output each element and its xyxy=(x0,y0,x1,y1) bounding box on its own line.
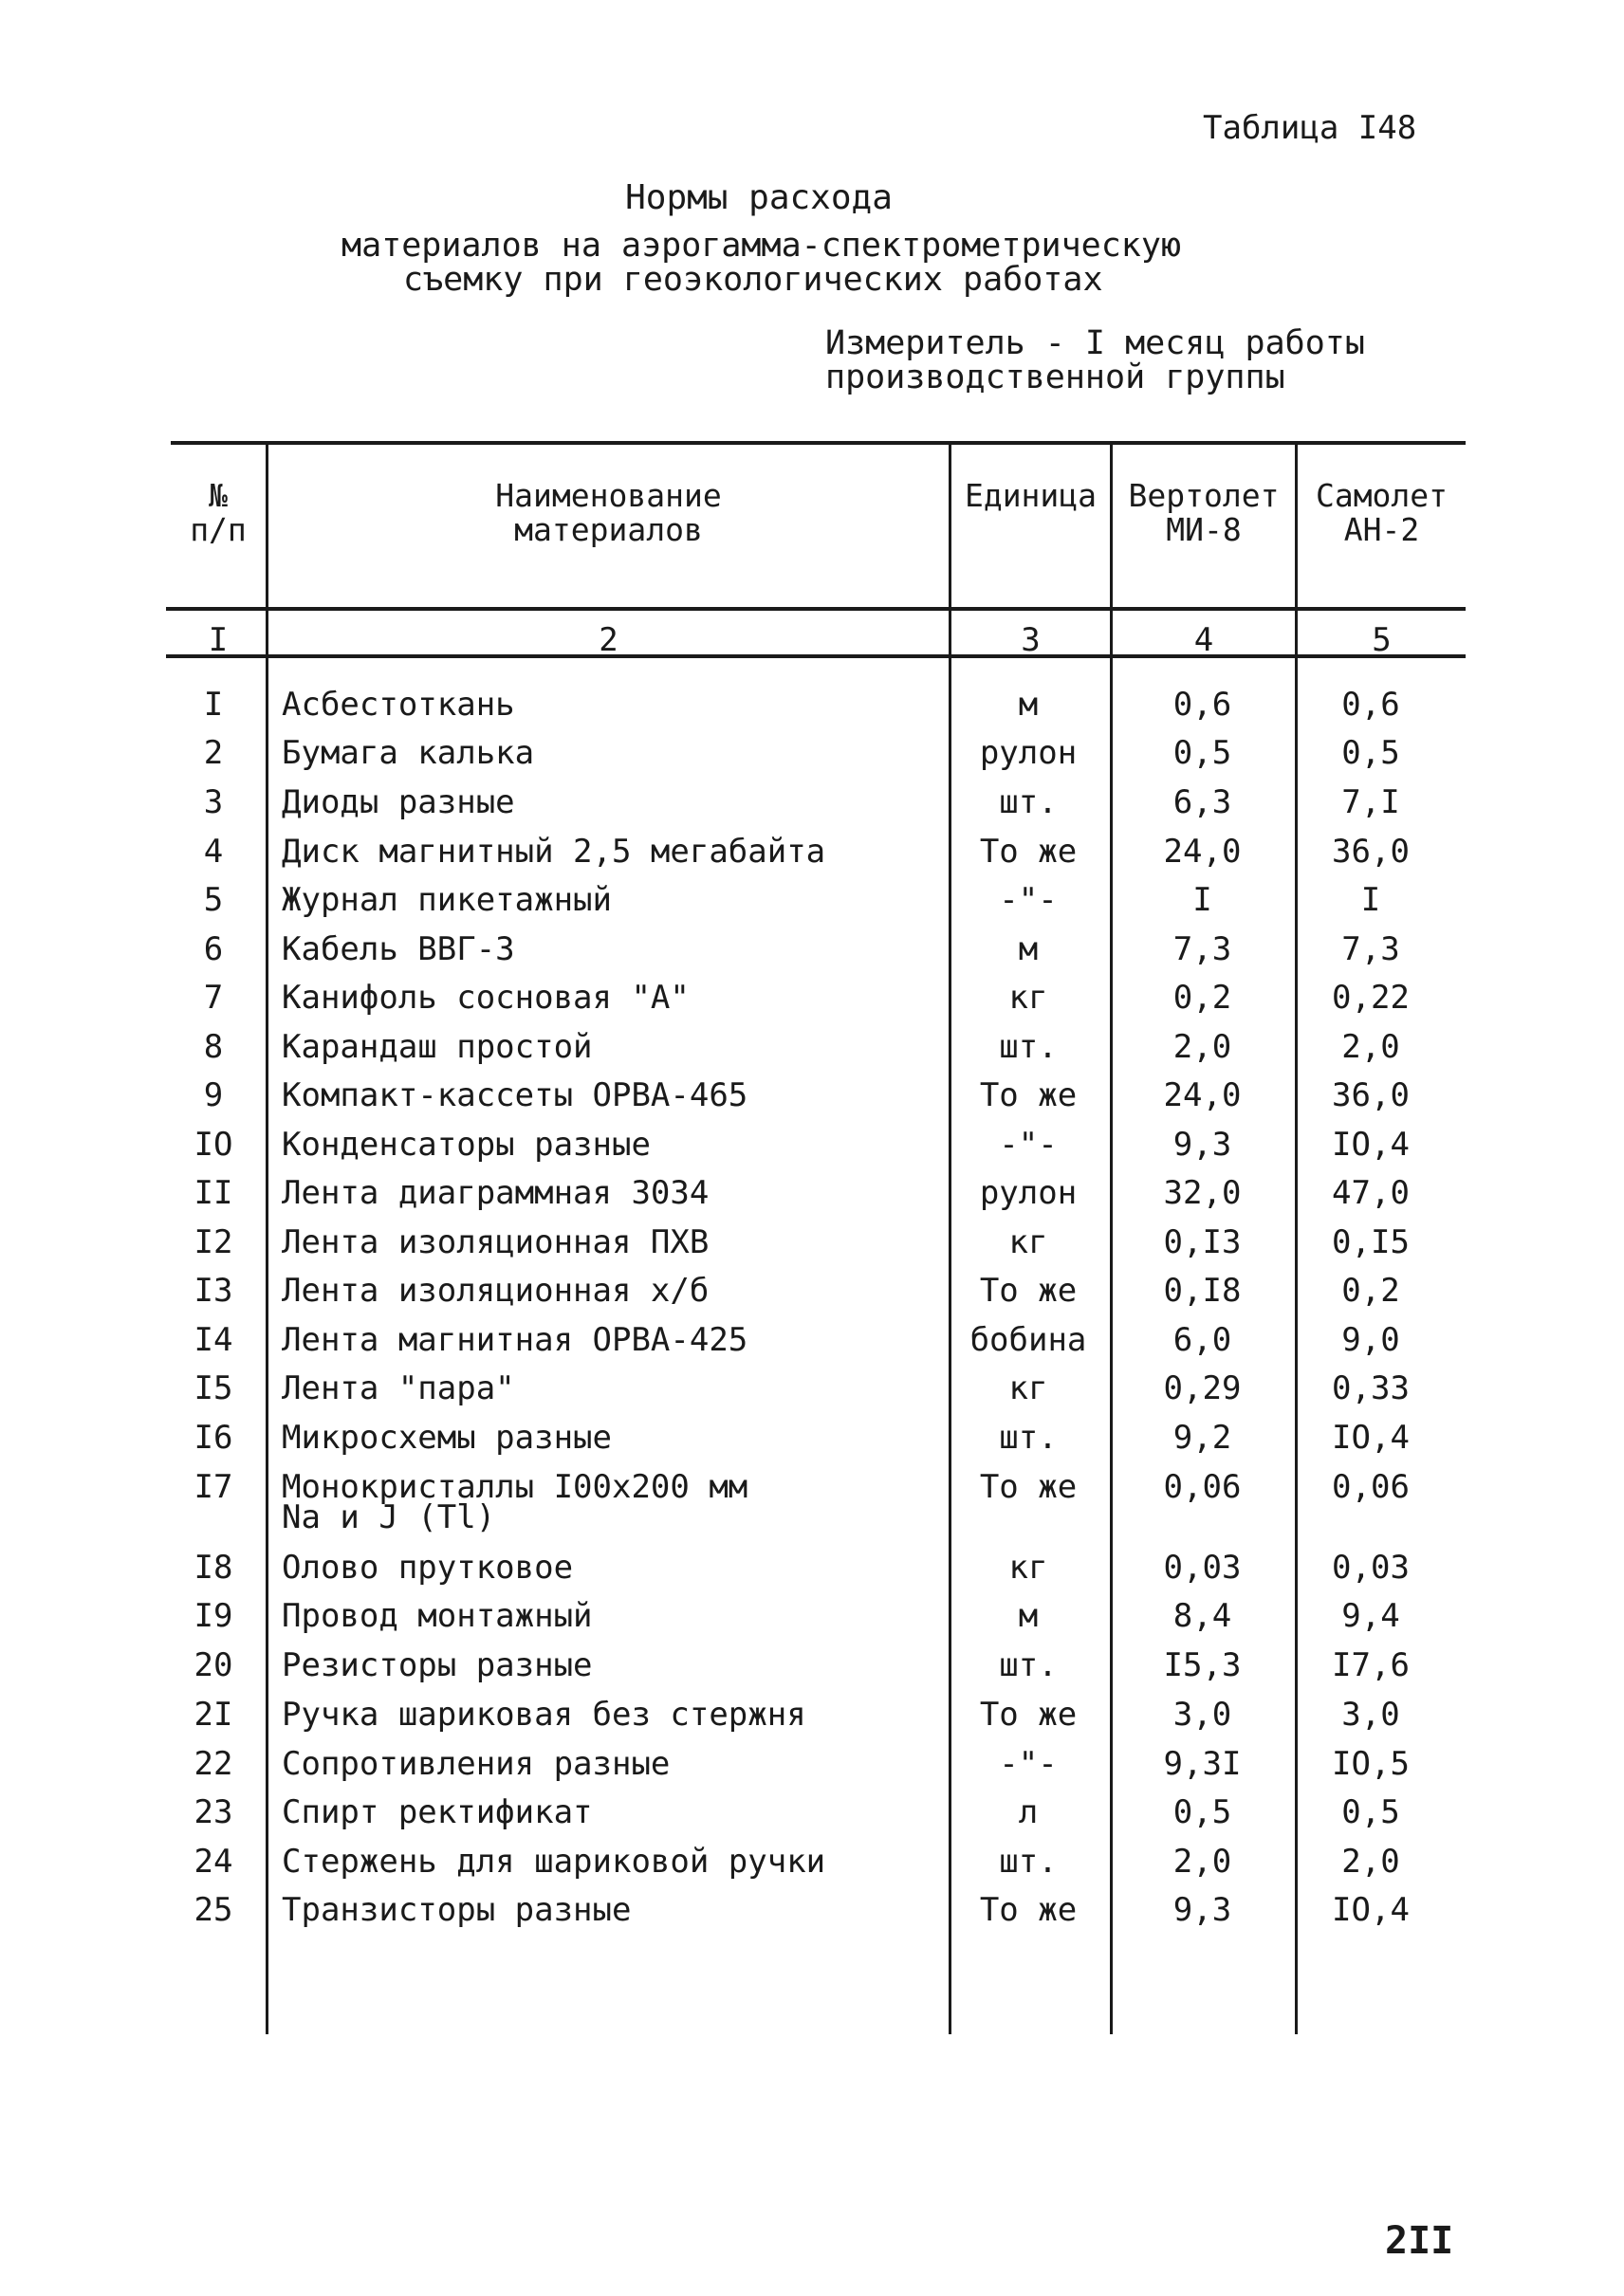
row-number: 22 xyxy=(194,1745,233,1783)
row-number: 3 xyxy=(203,783,224,821)
unit-cell: кг xyxy=(1008,979,1048,1017)
plane-value: 7,3 xyxy=(1341,930,1400,968)
row-number: 7 xyxy=(203,979,224,1017)
helicopter-value: 8,4 xyxy=(1172,1597,1232,1635)
material-name: Резисторы разные xyxy=(282,1646,593,1684)
unit-cell: шт. xyxy=(999,783,1058,821)
row-number: 2I xyxy=(194,1696,233,1734)
helicopter-value: 0,I8 xyxy=(1163,1272,1242,1310)
unit-cell: шт. xyxy=(999,1028,1058,1066)
helicopter-value: 9,2 xyxy=(1172,1419,1232,1457)
row-number: I3 xyxy=(194,1272,233,1310)
plane-value: 0,I5 xyxy=(1332,1223,1410,1261)
material-name: Ручка шариковая без стержня xyxy=(282,1696,806,1734)
plane-value: IO,4 xyxy=(1332,1891,1410,1929)
helicopter-value: 0,6 xyxy=(1172,686,1232,724)
helicopter-value: I5,3 xyxy=(1163,1646,1242,1684)
unit-cell: м xyxy=(1018,930,1039,968)
row-number: 20 xyxy=(194,1646,233,1684)
unit-cell: бобина xyxy=(969,1321,1087,1359)
title-line-1: Нормы расхода xyxy=(625,178,893,217)
material-name: Сопротивления разные xyxy=(282,1745,671,1783)
unit-cell: -"- xyxy=(999,1745,1058,1783)
row-number: II xyxy=(194,1174,233,1212)
plane-value: 0,5 xyxy=(1341,1793,1400,1831)
material-name: Лента изоляционная ПХВ xyxy=(282,1223,710,1261)
material-name: Асбестоткань xyxy=(282,686,515,724)
header-plane-line-1: Самолет xyxy=(1315,477,1449,514)
plane-value: 0,06 xyxy=(1332,1468,1410,1506)
helicopter-value: 0,06 xyxy=(1163,1468,1242,1506)
material-name: Лента диаграммная 3034 xyxy=(282,1174,710,1212)
header-helicopter xyxy=(1113,479,1295,547)
plane-value: 47,0 xyxy=(1332,1174,1410,1212)
header-heli-line-2: МИ-8 xyxy=(1166,511,1242,548)
material-name: Конденсаторы разные xyxy=(282,1126,651,1164)
measure-line-2: производственной группы xyxy=(825,358,1285,396)
unit-cell: То же xyxy=(979,833,1078,871)
plane-value: 0,5 xyxy=(1341,734,1400,772)
row-number: I8 xyxy=(194,1549,233,1587)
plane-value: IO,4 xyxy=(1332,1419,1410,1457)
row-number: I5 xyxy=(194,1369,233,1407)
helicopter-value: 0,5 xyxy=(1172,734,1232,772)
colnum-5: 5 xyxy=(1372,621,1392,659)
material-name-continued: Na и J (Tl) xyxy=(282,1498,496,1536)
helicopter-value: 2,0 xyxy=(1172,1028,1232,1066)
header-plane-line-2: АН-2 xyxy=(1343,511,1420,548)
helicopter-value: 9,3 xyxy=(1172,1891,1232,1929)
header-bottom-rule xyxy=(166,607,1466,611)
plane-value: IO,4 xyxy=(1332,1126,1410,1164)
table-label: Таблица I48 xyxy=(1203,109,1417,147)
unit-cell: То же xyxy=(979,1468,1078,1506)
row-number: 6 xyxy=(203,930,224,968)
plane-value: 9,4 xyxy=(1341,1597,1400,1635)
row-number: 4 xyxy=(203,833,224,871)
unit-cell: рулон xyxy=(979,1174,1078,1212)
material-name: Диоды разные xyxy=(282,783,515,821)
helicopter-value: 7,3 xyxy=(1172,930,1232,968)
helicopter-value: 0,2 xyxy=(1172,979,1232,1017)
unit-cell: м xyxy=(1018,1597,1039,1635)
col-divider-1 xyxy=(266,441,268,2034)
helicopter-value: 0,03 xyxy=(1163,1549,1242,1587)
header-num-line-1: № xyxy=(209,477,228,514)
unit-cell: рулон xyxy=(979,734,1078,772)
helicopter-value: 0,29 xyxy=(1163,1369,1242,1407)
row-number: 23 xyxy=(194,1793,233,1831)
row-number: 24 xyxy=(194,1843,233,1881)
plane-value: 3,0 xyxy=(1341,1696,1400,1734)
material-name: Диск магнитный 2,5 мегабайта xyxy=(282,833,826,871)
page-number: 2II xyxy=(1385,2219,1454,2263)
plane-value: 2,0 xyxy=(1341,1028,1400,1066)
helicopter-value: 6,0 xyxy=(1172,1321,1232,1359)
plane-value: 36,0 xyxy=(1332,1076,1410,1114)
helicopter-value: 9,3 xyxy=(1172,1126,1232,1164)
unit-cell: То же xyxy=(979,1272,1078,1310)
helicopter-value: 0,5 xyxy=(1172,1793,1232,1831)
material-name: Кабель ВВГ-3 xyxy=(282,930,515,968)
material-name: Лента магнитная ОРВА-425 xyxy=(282,1321,748,1359)
row-number: I6 xyxy=(194,1419,233,1457)
colnum-2: 2 xyxy=(599,621,618,659)
row-number: I9 xyxy=(194,1597,233,1635)
measure-line-1: Измеритель - I месяц работы xyxy=(825,324,1365,362)
unit-cell: кг xyxy=(1008,1369,1048,1407)
material-name: Лента изоляционная х/б xyxy=(282,1272,710,1310)
row-number: 9 xyxy=(203,1076,224,1114)
table-top-rule xyxy=(171,441,1466,445)
title-line-2: материалов на аэрогамма-спектрометрическую xyxy=(341,227,1182,265)
row-number: I4 xyxy=(194,1321,233,1359)
helicopter-value: 6,3 xyxy=(1172,783,1232,821)
title-line-3: съемку при геоэкологических работах xyxy=(403,261,1103,299)
helicopter-value: I xyxy=(1192,881,1212,919)
unit-cell: кг xyxy=(1008,1549,1048,1587)
unit-cell: л xyxy=(1018,1793,1039,1831)
plane-value: 0,33 xyxy=(1332,1369,1410,1407)
measure-note xyxy=(825,326,1365,395)
unit-cell: м xyxy=(1018,686,1039,724)
helicopter-value: 24,0 xyxy=(1163,1076,1242,1114)
material-name: Спирт ректификат xyxy=(282,1793,593,1831)
plane-value: 36,0 xyxy=(1332,833,1410,871)
helicopter-value: 3,0 xyxy=(1172,1696,1232,1734)
row-number: IO xyxy=(194,1126,233,1164)
plane-value: IO,5 xyxy=(1332,1745,1410,1783)
material-name: Транзисторы разные xyxy=(282,1891,632,1929)
unit-cell: То же xyxy=(979,1696,1078,1734)
colnum-1: I xyxy=(208,621,229,659)
row-number: I2 xyxy=(194,1223,233,1261)
header-unit-text: Единица xyxy=(964,477,1098,514)
unit-cell: То же xyxy=(979,1076,1078,1114)
material-name: Провод монтажный xyxy=(282,1597,593,1635)
material-name: Журнал пикетажный xyxy=(282,881,612,919)
header-name-line-2: материалов xyxy=(514,511,703,548)
unit-cell: -"- xyxy=(999,881,1058,919)
plane-value: 2,0 xyxy=(1341,1843,1400,1881)
row-number: I7 xyxy=(194,1468,233,1506)
row-number: 8 xyxy=(203,1028,224,1066)
material-name: Канифоль сосновая "А" xyxy=(282,979,690,1017)
material-name: Карандаш простой xyxy=(282,1028,593,1066)
material-name: Компакт-кассеты ОРВА-465 xyxy=(282,1076,748,1114)
material-name: Микросхемы разные xyxy=(282,1419,612,1457)
plane-value: 0,03 xyxy=(1332,1549,1410,1587)
unit-cell: кг xyxy=(1008,1223,1048,1261)
header-name-line-1: Наименование xyxy=(495,477,722,514)
material-name: Олово прутковое xyxy=(282,1549,574,1587)
unit-cell: -"- xyxy=(999,1126,1058,1164)
plane-value: I xyxy=(1360,881,1381,919)
helicopter-value: 9,3I xyxy=(1163,1745,1242,1783)
plane-value: 0,2 xyxy=(1341,1272,1400,1310)
plane-value: 7,I xyxy=(1341,783,1400,821)
helicopter-value: 32,0 xyxy=(1163,1174,1242,1212)
helicopter-value: 0,I3 xyxy=(1163,1223,1242,1261)
header-heli-line-1: Вертолет xyxy=(1128,477,1280,514)
plane-value: 9,0 xyxy=(1341,1321,1400,1359)
header-num xyxy=(171,479,266,547)
header-unit xyxy=(951,479,1110,513)
unit-cell: шт. xyxy=(999,1419,1058,1457)
unit-cell: шт. xyxy=(999,1843,1058,1881)
unit-cell: То же xyxy=(979,1891,1078,1929)
row-number: I xyxy=(203,686,224,724)
header-name xyxy=(268,479,949,547)
row-number: 5 xyxy=(203,881,224,919)
material-name: Бумага калька xyxy=(282,734,535,772)
plane-value: I7,6 xyxy=(1332,1646,1410,1684)
material-name: Стержень для шариковой ручки xyxy=(282,1843,826,1881)
header-plane xyxy=(1298,479,1466,547)
unit-cell: шт. xyxy=(999,1646,1058,1684)
row-number: 25 xyxy=(194,1891,233,1929)
row-number: 2 xyxy=(203,734,224,772)
helicopter-value: 24,0 xyxy=(1163,833,1242,871)
plane-value: 0,6 xyxy=(1341,686,1400,724)
plane-value: 0,22 xyxy=(1332,979,1410,1017)
helicopter-value: 2,0 xyxy=(1172,1843,1232,1881)
colnum-3: 3 xyxy=(1021,621,1041,659)
material-name: Монокристаллы I00х200 мм xyxy=(282,1468,748,1506)
colnum-4: 4 xyxy=(1193,621,1214,659)
header-num-line-2: п/п xyxy=(190,511,247,548)
material-name: Лента "пара" xyxy=(282,1369,515,1407)
